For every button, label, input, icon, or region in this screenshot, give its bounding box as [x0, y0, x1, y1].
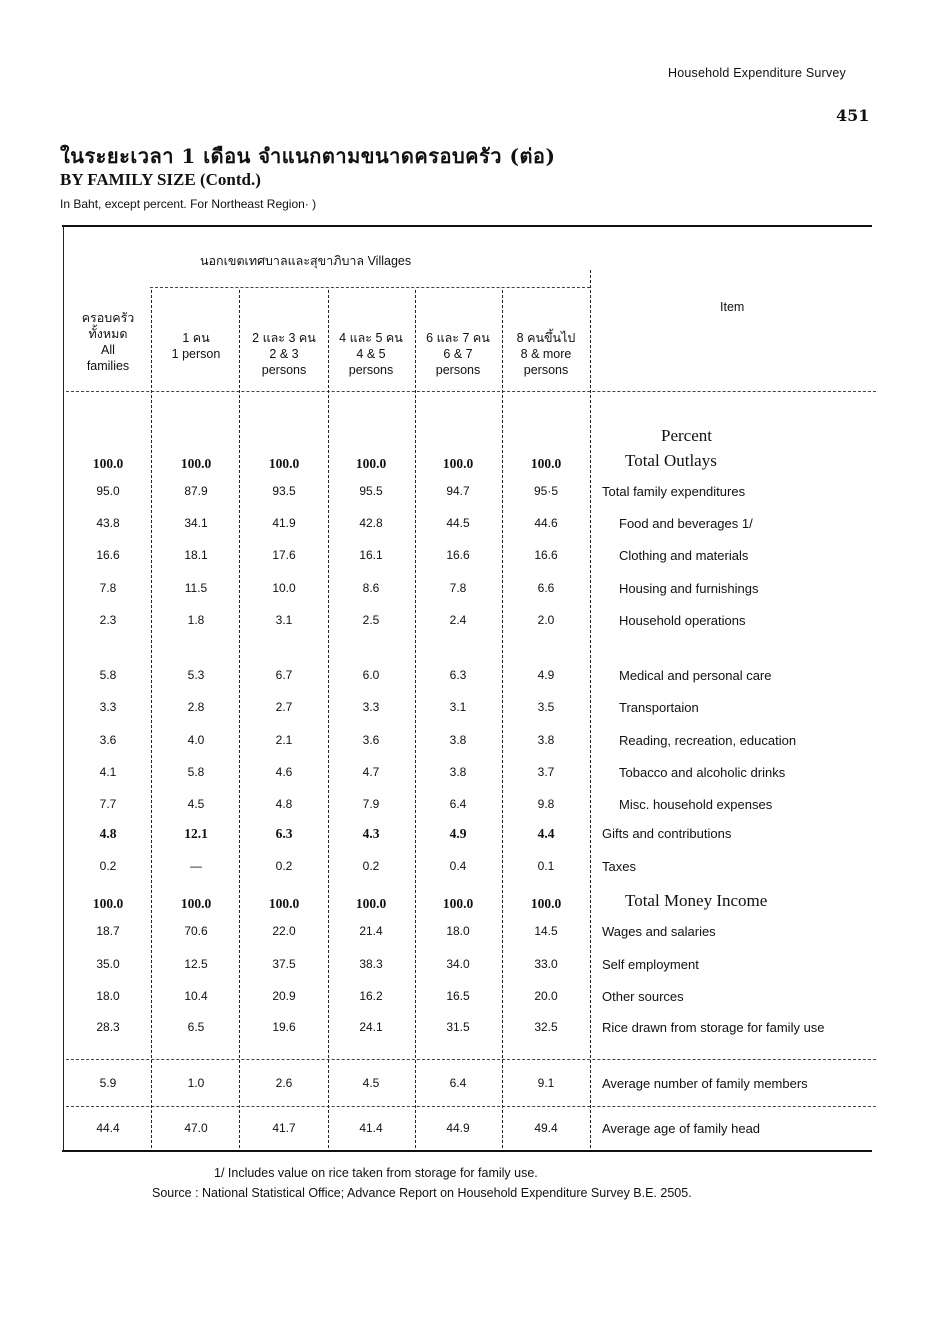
table-cell: 3.1	[275, 613, 293, 627]
row-label: Total Outlays	[625, 451, 717, 470]
table-cell: 2.3	[99, 613, 117, 627]
row-label: Misc. household expenses	[619, 797, 773, 812]
row-label: Transportaion	[619, 700, 699, 715]
table-cell: 4.8	[275, 797, 293, 811]
column-header-line: 2 & 3	[269, 347, 299, 361]
table-cell: 94.7	[446, 484, 470, 498]
table-cell: 16.6	[446, 548, 470, 562]
table-cell: 3.7	[537, 765, 555, 779]
table-cell: —	[190, 859, 202, 873]
table-cell: 16.6	[96, 548, 120, 562]
table-cell: 9.1	[537, 1076, 555, 1090]
table-top-rule	[62, 225, 872, 227]
col-divider-1	[151, 290, 152, 1148]
row-label: Other sources	[602, 989, 684, 1004]
table-cell: 44.9	[446, 1121, 470, 1135]
table-cell: 95.0	[96, 484, 120, 498]
table-cell: 0.1	[537, 859, 555, 873]
row-label: Average age of family head	[602, 1121, 761, 1136]
page-number: 451	[836, 106, 870, 125]
column-header-line: persons	[523, 363, 569, 377]
group-header: นอกเขตเทศบาลและสุขาภิบาล Villages	[200, 254, 412, 268]
table-cell: 10.0	[272, 581, 296, 595]
column-header-line: ครอบครัว	[81, 311, 135, 325]
table-cell: 4.7	[362, 765, 380, 779]
column-header-line: persons	[435, 363, 481, 377]
table-cell: 41.4	[359, 1121, 383, 1135]
col-divider-2	[239, 290, 240, 1148]
table-cell: 100.0	[268, 896, 300, 911]
table-cell: 18.7	[96, 924, 120, 938]
table-cell: 2.7	[275, 700, 293, 714]
row-label: Taxes	[602, 859, 636, 874]
table-cell: 100.0	[355, 456, 387, 471]
title-english: BY FAMILY SIZE (Contd.)	[60, 170, 261, 189]
column-header-line: 4 และ 5 คน	[339, 331, 403, 345]
table-cell: 22.0	[272, 924, 296, 938]
table-cell: 4.9	[449, 826, 467, 841]
table-cell: 35.0	[96, 957, 120, 971]
column-header-line: 1 คน	[182, 331, 210, 345]
table-cell: 4.9	[537, 668, 555, 682]
table-cell: 41.7	[272, 1121, 296, 1135]
table-cell: 37.5	[272, 957, 296, 971]
table-cell: 44.4	[96, 1121, 120, 1135]
table-cell: 8.6	[362, 581, 380, 595]
table-cell: 87.9	[184, 484, 208, 498]
table-cell: 0.2	[275, 859, 293, 873]
summary-rule-1	[66, 1059, 876, 1060]
col-divider-3	[328, 290, 329, 1148]
column-header-line: persons	[348, 363, 394, 377]
table-cell: 100.0	[530, 456, 562, 471]
table-cell: 18.0	[96, 989, 120, 1003]
table-cell: 38.3	[359, 957, 383, 971]
table-cell: 33.0	[534, 957, 558, 971]
table-cell: 100.0	[442, 456, 474, 471]
table-cell: 70.6	[184, 924, 208, 938]
column-header	[502, 330, 590, 378]
table-cell: 31.5	[446, 1020, 470, 1034]
row-label: Self employment	[602, 957, 699, 972]
running-header: Household Expenditure Survey	[668, 66, 846, 80]
table-cell: 100.0	[180, 456, 212, 471]
table-cell: 3.8	[537, 733, 555, 747]
column-header-line: 6 & 7	[443, 347, 473, 361]
table-cell: 12.1	[184, 826, 208, 841]
row-label: Total family expenditures	[602, 484, 746, 499]
table-cell: 93.5	[272, 484, 296, 498]
table-cell: 2.8	[187, 700, 205, 714]
column-header	[414, 330, 502, 378]
table-cell: 6.6	[537, 581, 555, 595]
table-cell: 2.5	[362, 613, 380, 627]
table-cell: 6.0	[362, 668, 380, 682]
table-cell: 17.6	[272, 548, 296, 562]
column-header	[240, 330, 328, 378]
table-cell: 95.5	[359, 484, 383, 498]
table-cell: 20.0	[534, 989, 558, 1003]
group-header-rule	[150, 287, 590, 288]
column-header-line: 8 คนขึ้นไป	[516, 331, 576, 345]
table-cell: 42.8	[359, 516, 383, 530]
table-cell: 43.8	[96, 516, 120, 530]
row-label: Food and beverages 1/	[619, 516, 753, 531]
row-label: Medical and personal care	[619, 668, 772, 683]
column-header-line: families	[86, 359, 130, 373]
table-cell: 16.6	[534, 548, 558, 562]
table-cell: 24.1	[359, 1020, 383, 1034]
table-cell: 3.6	[362, 733, 380, 747]
row-label: Tobacco and alcoholic drinks	[619, 765, 786, 780]
title-thai: ในระยะเวลา 1 เดือน จำแนกตามขนาดครอบครัว (ต่อ)	[60, 144, 556, 168]
col-divider-4	[415, 290, 416, 1148]
table-cell: 3.5	[537, 700, 555, 714]
row-label: Wages and salaries	[602, 924, 716, 939]
source-note: Source : National Statistical Office; Advance Report on Household Expenditure Survey B.E. 2505.	[152, 1186, 692, 1200]
table-cell: 0.2	[99, 859, 117, 873]
table-cell: 100.0	[268, 456, 300, 471]
row-label: Rice drawn from storage for family use	[602, 1020, 825, 1035]
column-header-line: 8 & more	[520, 347, 572, 361]
table-cell: 7.9	[362, 797, 380, 811]
table-cell: 95·5	[533, 484, 559, 498]
table-cell: 4.1	[99, 765, 117, 779]
table-cell: 5.8	[187, 765, 205, 779]
column-header-line: 6 และ 7 คน	[426, 331, 490, 345]
column-header-line: All	[101, 343, 115, 357]
table-cell: 19.6	[272, 1020, 296, 1034]
table-cell: 14.5	[534, 924, 558, 938]
table-cell: 100.0	[355, 896, 387, 911]
table-cell: 11.5	[184, 581, 208, 595]
column-header-line: 1 person	[171, 347, 221, 361]
table-cell: 21.4	[359, 924, 383, 938]
table-cell: 6.7	[275, 668, 293, 682]
table-cell: 49.4	[534, 1121, 558, 1135]
table-cell: 3.3	[99, 700, 117, 714]
footnote: 1/ Includes value on rice taken from storage for family use.	[214, 1166, 538, 1180]
table-cell: 44.5	[446, 516, 470, 530]
table-cell: 0.2	[362, 859, 380, 873]
table-cell: 16.1	[359, 548, 383, 562]
table-cell: 16.2	[359, 989, 383, 1003]
table-cell: 2.0	[537, 613, 555, 627]
table-cell: 4.5	[362, 1076, 380, 1090]
table-cell: 32.5	[534, 1020, 558, 1034]
row-label: Housing and furnishings	[619, 581, 759, 596]
table-cell: 7.7	[99, 797, 117, 811]
table-cell: 4.4	[537, 826, 555, 841]
table-cell: 47.0	[184, 1121, 208, 1135]
table-cell: 9.8	[537, 797, 555, 811]
table-cell: 6.5	[187, 1020, 205, 1034]
table-cell: 6.4	[449, 1076, 467, 1090]
row-label: Total Money Income	[625, 891, 768, 910]
table-cell: 1.0	[187, 1076, 205, 1090]
percent-label: Percent	[661, 426, 712, 445]
table-cell: 5.8	[99, 668, 117, 682]
subtitle: In Baht, except percent. For Northeast Region· )	[60, 197, 317, 211]
table-cell: 3.8	[449, 765, 467, 779]
table-cell: 20.9	[272, 989, 296, 1003]
table-cell: 5.3	[187, 668, 205, 682]
table-cell: 2.4	[449, 613, 467, 627]
table-cell: 100.0	[92, 896, 124, 911]
table-cell: 4.3	[362, 826, 380, 841]
summary-rule-2	[66, 1106, 876, 1107]
row-label: Average number of family members	[602, 1076, 808, 1091]
table-cell: 4.8	[99, 826, 117, 841]
table-cell: 1.8	[187, 613, 205, 627]
item-column-header: Item	[720, 300, 745, 314]
table-cell: 12.5	[184, 957, 208, 971]
column-header-line: ทั้งหมด	[88, 327, 128, 341]
table-cell: 3.6	[99, 733, 117, 747]
row-label: Reading, recreation, education	[619, 733, 797, 748]
table-cell: 3.3	[362, 700, 380, 714]
table-cell: 7.8	[99, 581, 117, 595]
table-cell: 28.3	[96, 1020, 120, 1034]
table-cell: 7.8	[449, 581, 467, 595]
col-divider-6	[590, 270, 591, 1148]
row-label: Gifts and contributions	[602, 826, 732, 841]
table-cell: 18.0	[446, 924, 470, 938]
table-cell: 2.6	[275, 1076, 293, 1090]
table-bottom-rule	[62, 1150, 872, 1152]
table-cell: 3.1	[449, 700, 467, 714]
table-cell: 2.1	[275, 733, 293, 747]
table-cell: 10.4	[184, 989, 208, 1003]
table-cell: 34.1	[184, 516, 208, 530]
column-header-line: 4 & 5	[356, 347, 386, 361]
table-cell: 6.3	[449, 668, 467, 682]
table-cell: 100.0	[442, 896, 474, 911]
table-cell: 100.0	[180, 896, 212, 911]
table-cell: 44.6	[534, 516, 558, 530]
header-rule	[66, 391, 876, 392]
col-divider-5	[502, 290, 503, 1148]
table-cell: 100.0	[530, 896, 562, 911]
column-header-line: persons	[261, 363, 307, 377]
table-cell: 4.0	[187, 733, 205, 747]
column-header	[152, 330, 240, 362]
table-cell: 4.6	[275, 765, 293, 779]
table-cell: 0.4	[449, 859, 467, 873]
table-cell: 6.4	[449, 797, 467, 811]
row-label: Clothing and materials	[619, 548, 749, 563]
table-cell: 4.5	[187, 797, 205, 811]
table-cell: 16.5	[446, 989, 470, 1003]
table-cell: 100.0	[92, 456, 124, 471]
table-cell: 5.9	[99, 1076, 117, 1090]
table-cell: 34.0	[446, 957, 470, 971]
row-label: Household operations	[619, 613, 746, 628]
table-cell: 18.1	[184, 548, 208, 562]
column-header	[64, 310, 152, 374]
column-header	[327, 330, 415, 378]
column-header-line: 2 และ 3 คน	[252, 331, 316, 345]
table-cell: 6.3	[275, 826, 293, 841]
table-cell: 41.9	[272, 516, 296, 530]
table-cell: 3.8	[449, 733, 467, 747]
